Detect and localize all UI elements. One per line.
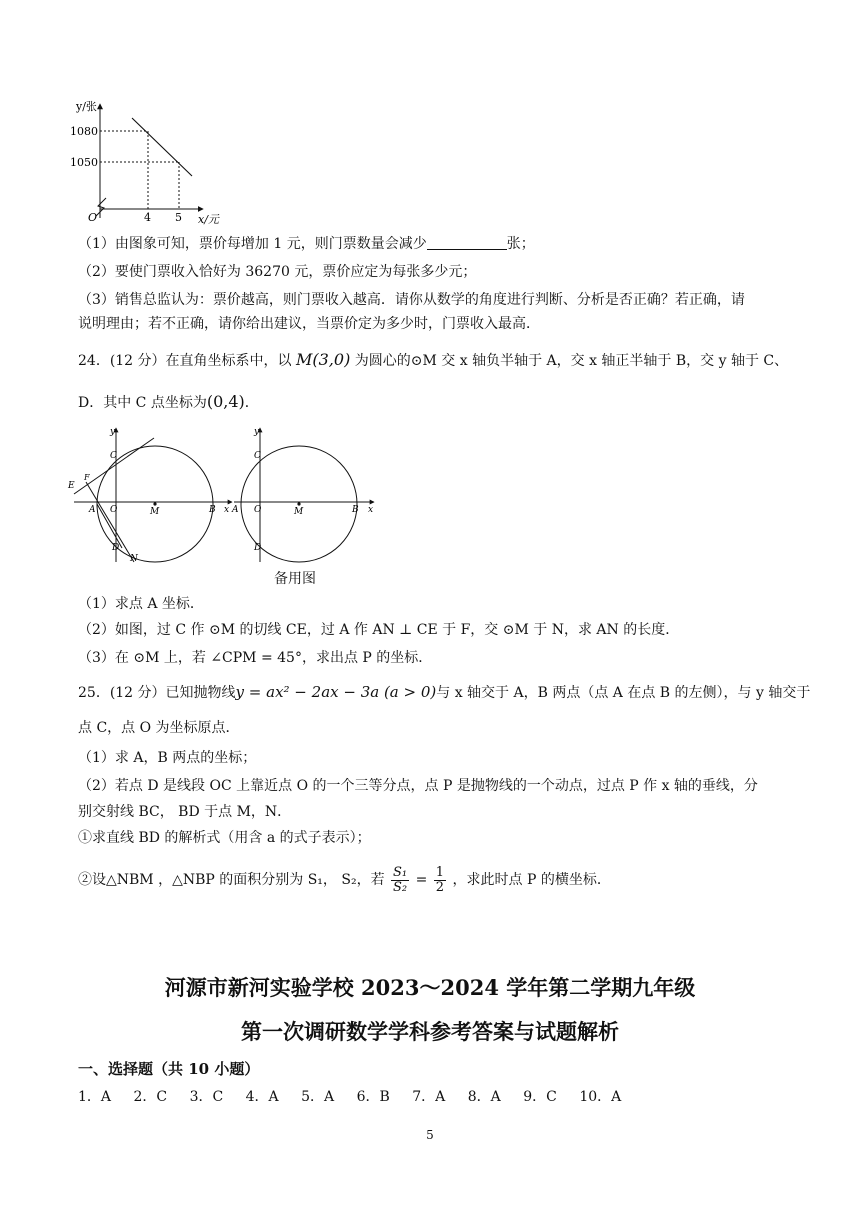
section-heading: 一、选择题（共 10 小题） <box>78 1060 260 1078</box>
q24-head-line2: D．其中 C 点坐标为(0,4)． <box>78 392 259 411</box>
q25-part2-line2: 别交射线 BC， BD 于点 M，N． <box>78 804 292 820</box>
svg-text:D: D <box>254 543 262 553</box>
q25-head-line2: 点 C，点 O 为坐标原点． <box>78 720 240 736</box>
svg-text:M: M <box>294 507 304 517</box>
q24-part3: （3）在 ⊙M 上，若 ∠CPM = 45°，求出点 P 的坐标． <box>78 650 433 666</box>
choice-answer: 6．B <box>356 1089 390 1105</box>
q23-part3-line2: 说明理由；若不正确，请你给出建议，当票价定为多少时，门票收入最高． <box>78 316 540 332</box>
price-quantity-line <box>132 118 192 176</box>
q23-part3-line1: （3）销售总监认为：票价越高，则门票收入越高．请你从数学的角度进行判断、分析是否正确？若正确，请 <box>78 292 745 308</box>
q25-sub1: ①求直线 BD 的解析式（用含 a 的式子表示）； <box>78 830 371 846</box>
answer-title-line2: 第一次调研数学学科参考答案与试题解析 <box>241 1019 619 1044</box>
svg-text:O: O <box>110 505 118 515</box>
figure-caption: 备用图 <box>274 571 316 587</box>
choice-answer: 7．A <box>412 1089 446 1105</box>
svg-text:x: x <box>224 505 230 515</box>
q24-part2: （2）如图，过 C 作 ⊙M 的切线 CE，过 A 作 AN ⊥ CE 于 F，交 ⊙M 于 N，求 AN 的长度． <box>78 622 680 638</box>
svg-text:C: C <box>254 451 261 461</box>
svg-text:B: B <box>352 505 359 515</box>
y-tick-1080: 1080 <box>70 125 98 138</box>
fraction-s1-s2: $\frac{\text{S₁}}{\text{S₂}}$ <box>393 864 408 895</box>
ticket-graph <box>68 96 238 226</box>
y-axis-label: y/张 <box>76 100 97 113</box>
q23-part1: （1）由图象可知，票价每增加 1 元，则门票数量会减少 张； <box>78 236 535 252</box>
svg-text:D: D <box>112 543 120 553</box>
answer-blank[interactable] <box>427 235 507 250</box>
q23-part2: （2）要使门票收入恰好为 36270 元，票价应定为每张多少元； <box>78 264 477 280</box>
q25-part1: （1）求 A，B 两点的坐标； <box>78 750 257 766</box>
q25-head-line1: 25．(12 分）已知抛物线y = ax² − 2ax − 3a (a > 0)与 x 轴交于 A，B 两点（点 A 在点 B 的左侧），与 y 轴交于 <box>78 683 811 701</box>
svg-text:A: A <box>232 505 239 515</box>
page-number: 5 <box>426 1128 434 1142</box>
fraction-one-half: $\frac{1}{2}$ <box>435 864 445 895</box>
choice-answer: 5．A <box>301 1089 335 1105</box>
choice-answer: 8．A <box>467 1089 501 1105</box>
backup-figure <box>231 427 374 562</box>
x-tick-4: 4 <box>144 211 151 224</box>
answer-title-line1: 河源市新河实验学校 2023～2024 学年第二学期九年级 <box>164 975 696 1000</box>
y-tick-1050: 1050 <box>70 156 98 169</box>
choice-answers <box>78 1086 621 1106</box>
choice-answer: 9．C <box>523 1089 557 1105</box>
svg-text:y: y <box>110 427 116 437</box>
svg-text:C: C <box>110 451 117 461</box>
svg-text:y: y <box>254 427 260 437</box>
svg-text:F: F <box>84 473 90 482</box>
choice-answer: 10．A <box>579 1089 622 1105</box>
x-tick-5: 5 <box>175 211 182 224</box>
main-figure <box>67 427 232 564</box>
svg-text:O: O <box>254 505 262 515</box>
x-axis-label: x/元 <box>198 213 219 226</box>
choice-answer: 1．A <box>78 1089 112 1105</box>
choice-answer: 3．C <box>189 1089 224 1105</box>
svg-text:B: B <box>209 505 216 515</box>
svg-text:A: A <box>89 505 96 515</box>
svg-text:E: E <box>68 481 75 491</box>
q24-head-line1: 24．(12 分）在直角坐标系中，以 M(3,0) 为圆心的⊙M 交 x 轴负半轴于 A，交 x 轴正半轴于 B，交 y 轴于 C、 <box>78 350 789 369</box>
svg-text:x: x <box>368 505 374 515</box>
q25-sub2: ②设△NBM ，△NBP 的面积分别为 S₁， S₂，若 $\frac{\text{S₁}}{\text{S₂}}$ = $\frac{1}{2}$ ，求此时点 P 的横坐标． <box>78 864 611 895</box>
q24-figure <box>64 422 384 572</box>
origin-label: O <box>88 211 98 224</box>
q24-part1: （1）求点 A 坐标． <box>78 596 204 612</box>
svg-text:M: M <box>150 507 160 517</box>
q25-part2-line1: （2）若点 D 是线段 OC 上靠近点 O 的一个三等分点，点 P 是抛物线的一个动点，过点 P 作 x 轴的垂线，分 <box>78 778 758 794</box>
choice-answer: 4．A <box>245 1089 279 1105</box>
svg-text:N: N <box>130 554 138 564</box>
choice-answer: 2．C <box>133 1089 168 1105</box>
